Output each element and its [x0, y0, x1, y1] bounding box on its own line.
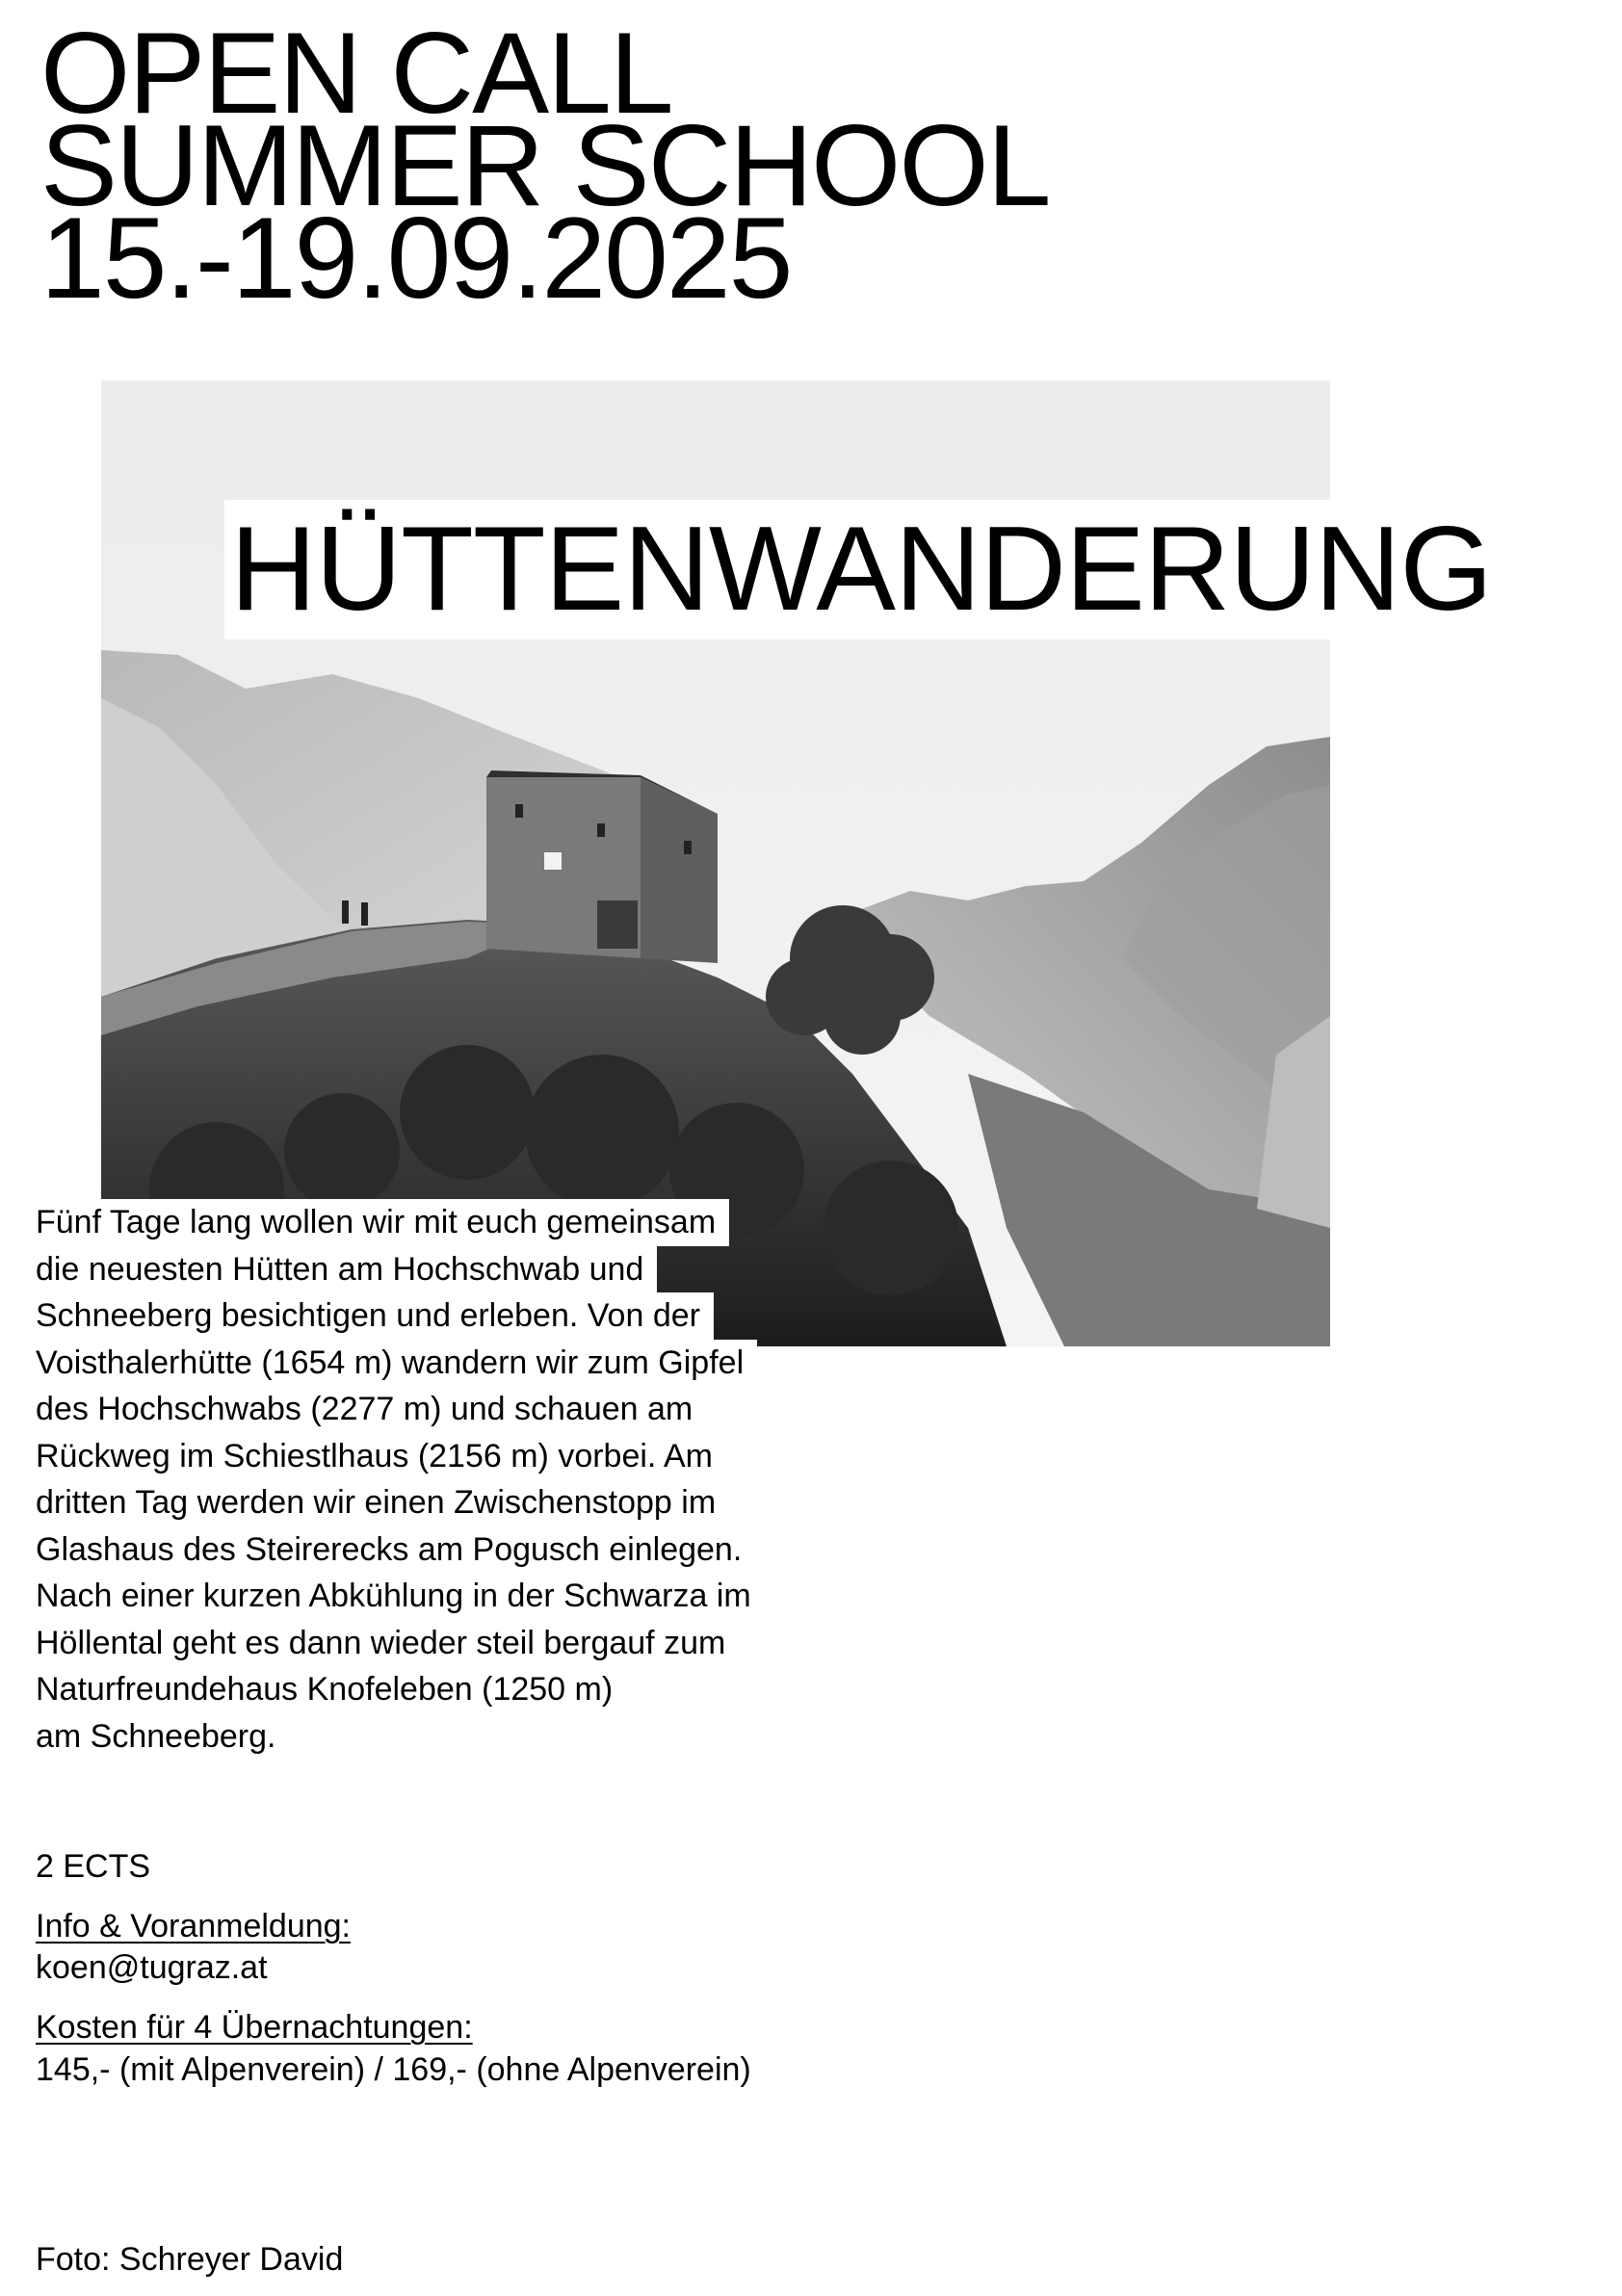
headline-line-open-call: OPEN CALL — [40, 9, 672, 138]
registration-label: Info & Voranmeldung: — [36, 1908, 352, 1944]
description-line: Voisthalerhütte (1654 m) wandern wir zum Gipfel — [36, 1340, 757, 1387]
description-line: des Hochschwabs (2277 m) und schauen am — [36, 1386, 706, 1433]
description-line: Höllental geht es dann wieder steil bergauf zum — [36, 1620, 739, 1667]
headline-line-summer-school: SUMMER SCHOOL — [40, 101, 1050, 230]
description-line: dritten Tag werden wir einen Zwischenstopp im — [36, 1479, 729, 1526]
headline — [40, 9, 1050, 323]
description-line: die neuesten Hütten am Hochschwab und — [36, 1246, 657, 1293]
description-line: am Schneeberg. — [36, 1713, 290, 1761]
description-line: Schneeberg besichtigen und erleben. Von der — [36, 1292, 714, 1340]
description-line: Glashaus des Steirerecks am Pogusch einlegen. — [36, 1526, 755, 1574]
description-line: Rückweg im Schiestlhaus (2156 m) vorbei. Am — [36, 1433, 726, 1480]
headline-line-dates: 15.-19.09.2025 — [40, 194, 792, 323]
hut — [486, 770, 718, 963]
photo-credit: Foto: Schreyer David — [36, 2241, 344, 2278]
ects-label: 2 ECTS — [36, 1848, 151, 1885]
description-line: Naturfreundehaus Knofeleben (1250 m) — [36, 1666, 626, 1713]
cost-value: 145,- (mit Alpenverein) / 169,- (ohne Alpenverein) — [36, 2051, 751, 2088]
photo-title: HÜTTENWANDERUNG — [224, 500, 1496, 639]
cost-label: Kosten für 4 Übernachtungen: — [36, 2009, 473, 2046]
description-line: Nach einer kurzen Abkühlung in der Schwarza im — [36, 1573, 765, 1620]
description-paragraph — [36, 1199, 903, 1760]
email-link[interactable]: koen@tugraz.at — [36, 1949, 268, 1986]
description-line: Fünf Tage lang wollen wir mit euch gemeinsam — [36, 1199, 729, 1246]
